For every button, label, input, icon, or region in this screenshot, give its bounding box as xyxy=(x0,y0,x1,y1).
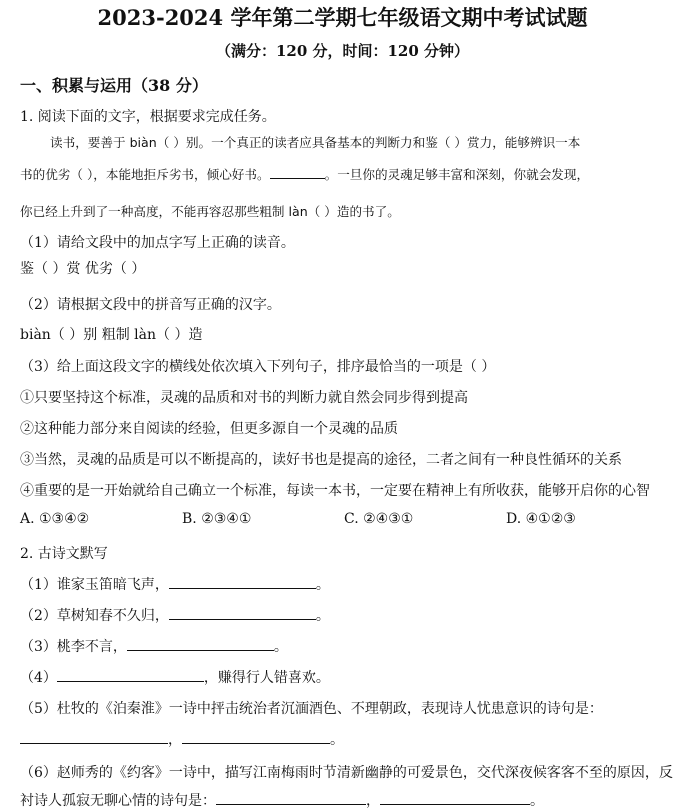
poem-blank-4[interactable] xyxy=(57,667,204,682)
sentence-1: ①只要坚持这个标准，灵魂的品质和对书的判断力就自然会同步得到提高 xyxy=(20,390,468,406)
poem-line-4-text: （4） xyxy=(20,670,57,686)
poem-blank-1[interactable] xyxy=(169,574,316,589)
poem-answer-6 xyxy=(20,790,544,810)
question-2-stem: 2. 古诗文默写 xyxy=(20,546,108,562)
poem-line-2 xyxy=(20,605,330,625)
poem-blank-3[interactable] xyxy=(127,636,274,651)
poem-blank-5b[interactable] xyxy=(182,729,330,744)
subquestion-2: （2）请根据文段中的拼音写正确的汉字。 xyxy=(20,297,281,313)
poem-line-1-text: （1）谁家玉笛暗飞声， xyxy=(20,577,169,593)
poem-line-1-end: 。 xyxy=(315,577,330,593)
subquestion-1: （1）请给文段中的加点字写上正确的读音。 xyxy=(20,235,295,251)
subquestion-3: （3）给上面这段文字的横线处依次填入下列句子，排序最恰当的一项是（ ） xyxy=(20,359,496,375)
section-heading: 一、积累与运用（38 分） xyxy=(20,76,208,95)
passage-line-2-start: 书的优劣（ ），本能地拒斥劣书，倾心好书。 xyxy=(20,167,270,182)
poem-blank-5a[interactable] xyxy=(20,729,168,744)
poem-line-4-end: ，赚得行人错喜欢。 xyxy=(203,670,330,686)
poem-blank-6b[interactable] xyxy=(380,790,530,805)
poem-answer-6-end: 。 xyxy=(530,793,544,809)
question-1-stem: 1. 阅读下面的文字，根据要求完成任务。 xyxy=(20,109,276,125)
subquestion-2-answer: biàn（ ）别 粗制 làn（ ）造 xyxy=(20,327,203,343)
poem-question-6: （6）赵师秀的《约客》一诗中，描写江南梅雨时节清新幽静的可爱景色，交代深夜候客客不至的原因，反 xyxy=(20,765,673,781)
poem-blank-2[interactable] xyxy=(169,605,316,620)
option-d[interactable]: D. ④①②③ xyxy=(506,511,576,527)
poem-question-6-cont: 衬诗人孤寂无聊心情的诗句是： xyxy=(20,793,216,809)
poem-answer-6-comma: ， xyxy=(366,793,380,809)
poem-answer-5-comma: ， xyxy=(168,732,182,748)
option-b[interactable]: B. ②③④① xyxy=(182,511,252,527)
passage-line-2 xyxy=(20,164,589,183)
poem-line-3-end: 。 xyxy=(273,639,288,655)
poem-line-1 xyxy=(20,574,330,594)
poem-line-2-text: （2）草树知春不久归， xyxy=(20,608,169,624)
poem-line-4 xyxy=(20,667,330,687)
subquestion-1-answer: 鉴（ ）赏 优劣（ ） xyxy=(20,261,146,277)
sentence-2: ②这种能力部分来自阅读的经验，但更多源自一个灵魂的品质 xyxy=(20,421,398,437)
poem-line-3-text: （3）桃李不言， xyxy=(20,639,127,655)
passage-line-3: 你已经上升到了一种高度，不能再容忍那些粗制 làn（ ）造的书了。 xyxy=(20,204,400,219)
sentence-4: ④重要的是一开始就给自己确立一个标准，每读一本书，一定要在精神上有所收获，能够开启你的心智 xyxy=(20,483,650,499)
passage-line-1: 读书，要善于 biàn（ ）别。一个真正的读者应具备基本的判断力和鉴（ ）赏力，能够辨识一本 xyxy=(50,135,581,150)
exam-title: 2023-2024 学年第二学期七年级语文期中考试试题 xyxy=(97,5,588,30)
poem-blank-6a[interactable] xyxy=(216,790,366,805)
poem-line-3 xyxy=(20,636,288,656)
passage-blank[interactable] xyxy=(270,164,325,179)
poem-line-2-end: 。 xyxy=(315,608,330,624)
passage-line-2-end: 。一旦你的灵魂足够丰富和深刻，你就会发现， xyxy=(324,167,590,182)
sentence-3: ③当然，灵魂的品质是可以不断提高的，读好书也是提高的途径，二者之间有一种良性循环的关系 xyxy=(20,452,622,468)
poem-question-5: （5）杜牧的《泊秦淮》一诗中抨击统治者沉湎酒色、不理朝政，表现诗人忧患意识的诗句是： xyxy=(20,701,603,717)
option-a[interactable]: A. ①③④② xyxy=(20,511,90,527)
poem-answer-5-end: 。 xyxy=(330,732,344,748)
exam-subtitle: （满分：120 分，时间：120 分钟） xyxy=(215,42,470,60)
poem-answer-5 xyxy=(20,729,344,749)
option-c[interactable]: C. ②④③① xyxy=(344,511,414,527)
